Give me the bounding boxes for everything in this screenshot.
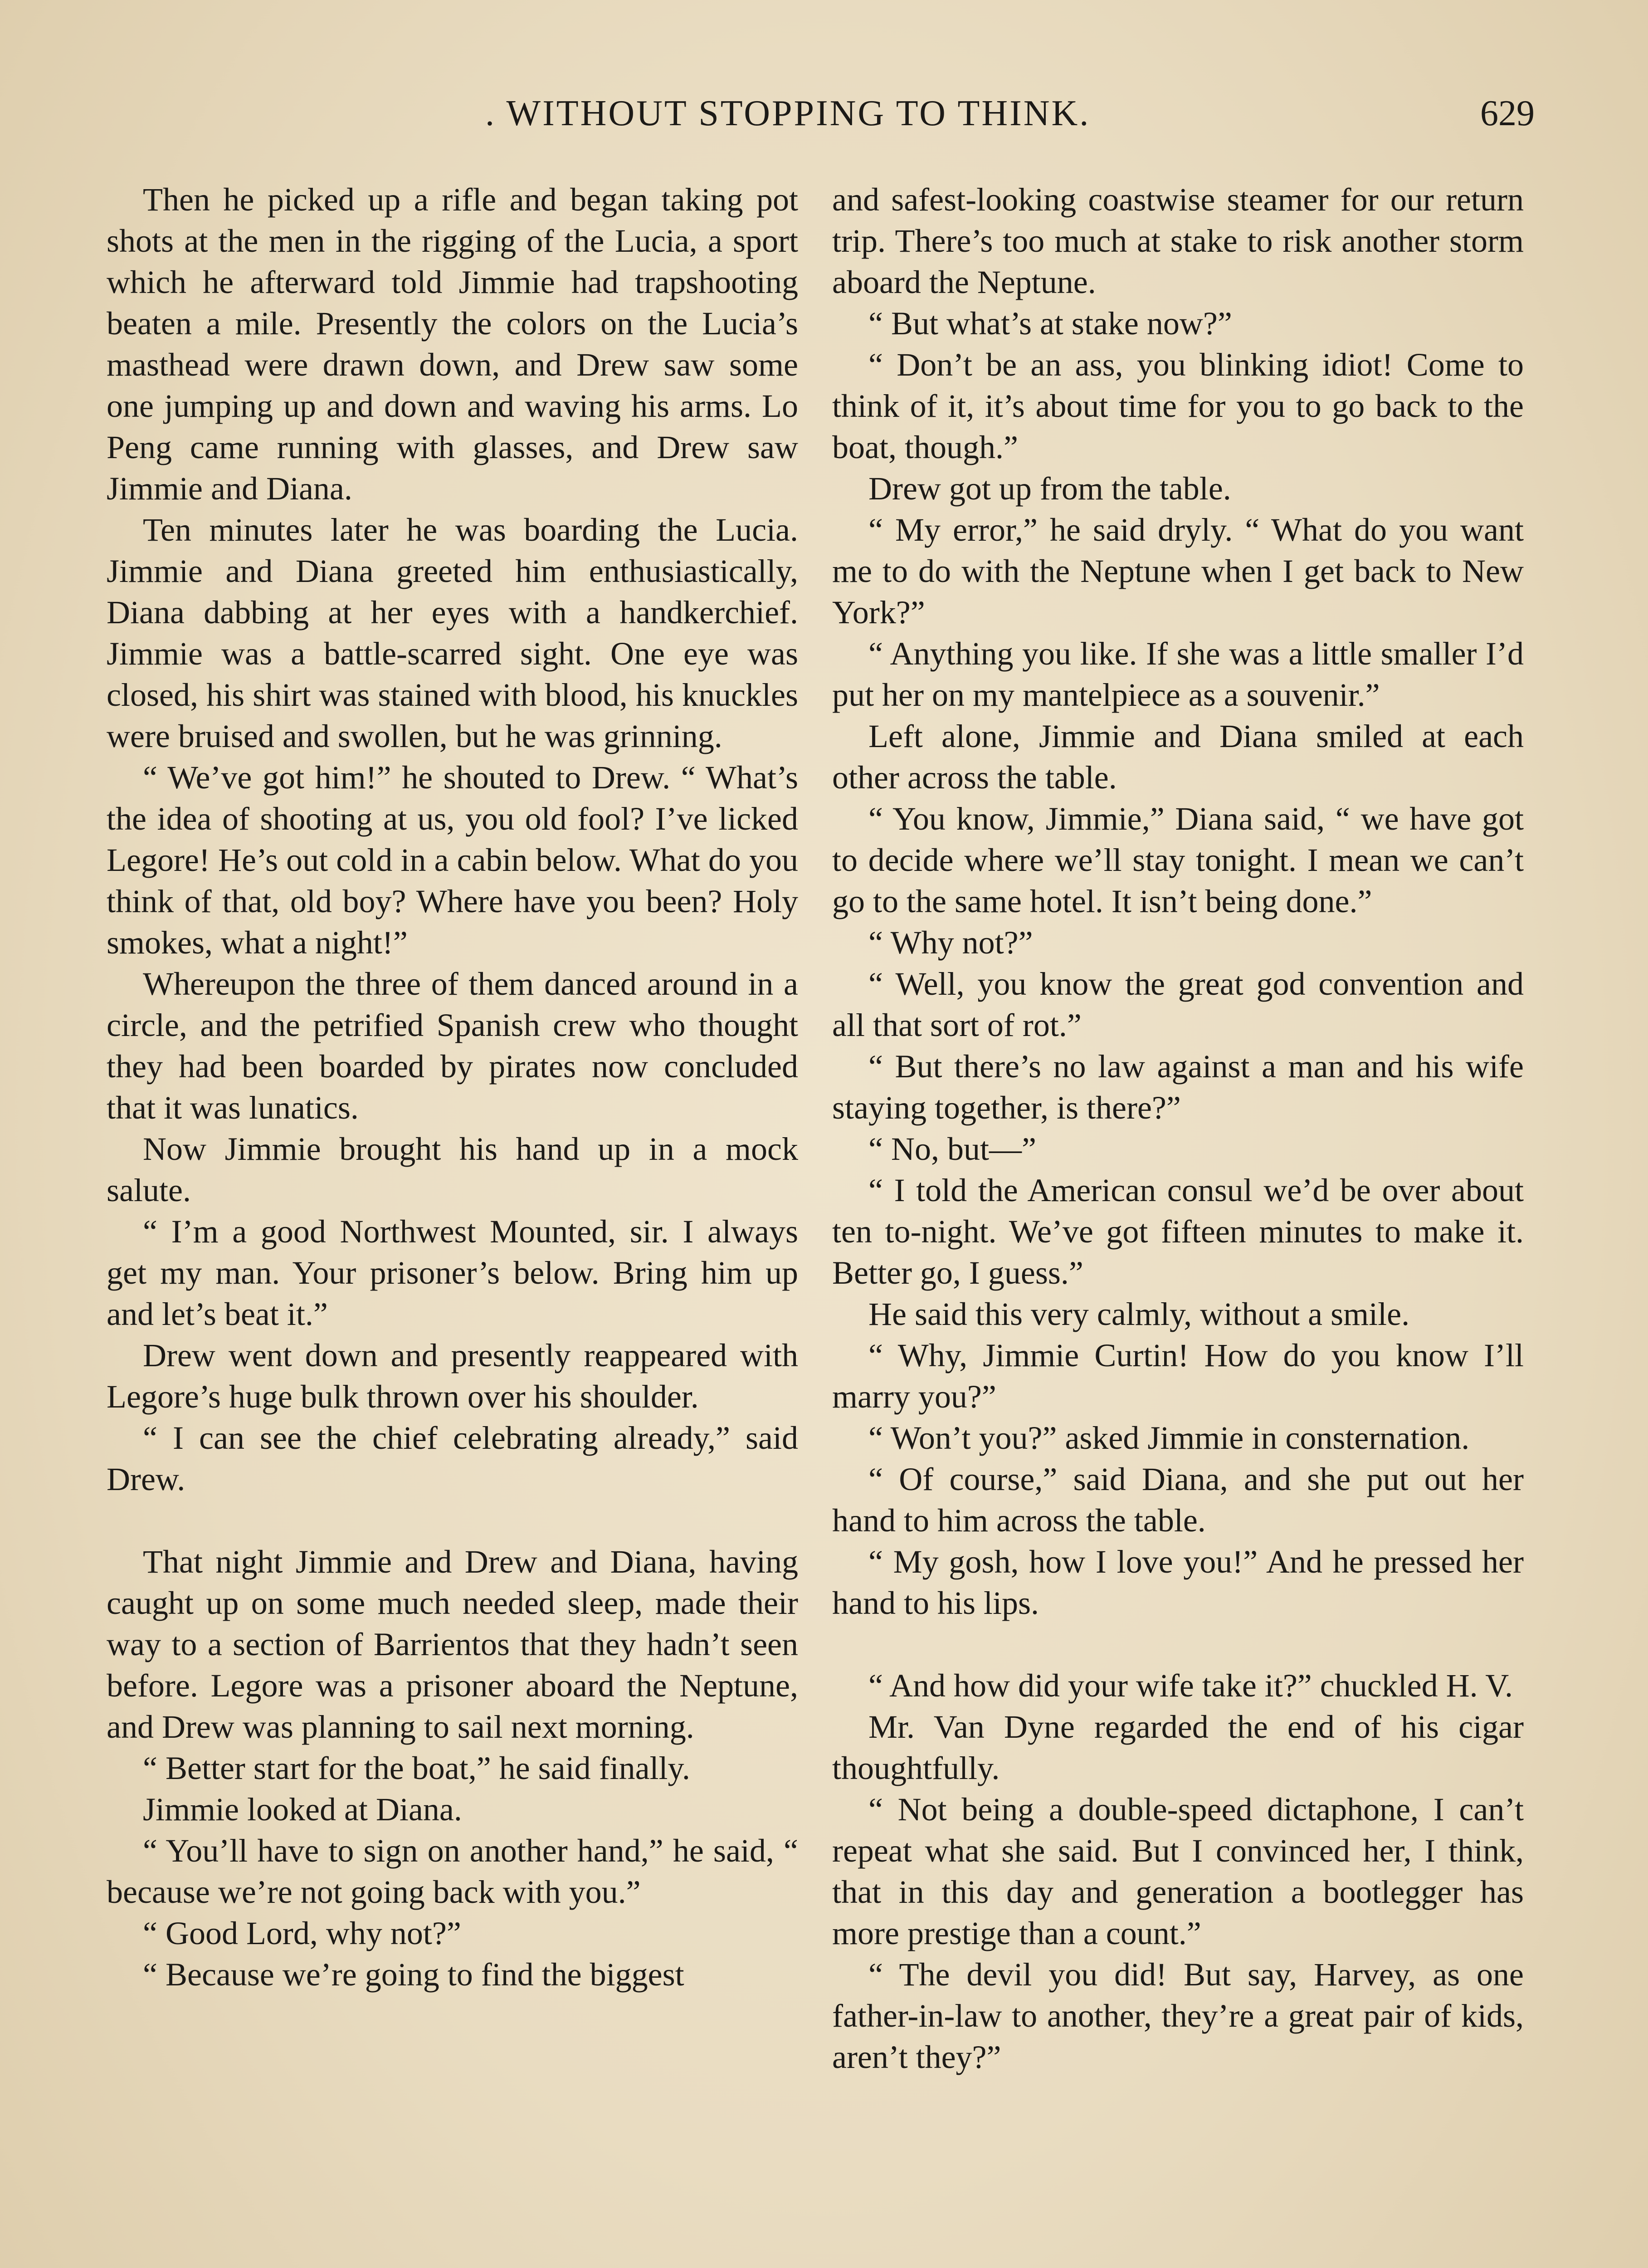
page-number: 629 — [1480, 93, 1535, 133]
paragraph: “ Good Lord, why not?” — [143, 1915, 461, 1951]
paragraph: “ I told the American consul we’d be over about ten to-night. We’ve got fifteen minutes to make it. Better go, I guess.” — [832, 1172, 1524, 1291]
paragraph: “ But what’s at stake now?” — [868, 305, 1232, 342]
paragraph: “ You’ll have to sign on another hand,” he said, “ because we’re not going back with you.” — [107, 1833, 798, 1910]
paragraph: “ Why, Jimmie Curtin! How do you know I’ll marry you?” — [832, 1337, 1524, 1415]
paragraph: “ Won’t you?” asked Jimmie in consternation. — [868, 1420, 1470, 1456]
paragraph: “ I can see the chief celebrating already,” said Drew. — [107, 1420, 798, 1497]
paragraph: “ Better start for the boat,” he said finally. — [143, 1750, 690, 1786]
paragraph: “ The devil you did! But say, Harvey, as one father-in-law to another, they’re a great pair of kids, aren’t they?” — [832, 1956, 1524, 2075]
paragraph: Drew got up from the table. — [868, 470, 1231, 507]
paragraph: “ Why not?” — [868, 924, 1033, 961]
paragraph: “ My gosh, how I love you!” And he pressed her hand to his lips. — [832, 1544, 1524, 1621]
page-header — [104, 93, 1535, 143]
paragraph: “ I’m a good Northwest Mounted, sir. I always get my man. Your prisoner’s below. Bring him up and let’s beat it.” — [107, 1213, 798, 1332]
paragraph: “ You know, Jimmie,” Diana said, “ we have got to decide where we’ll stay tonight. I mean we can’t go to the same hotel. It isn’t being done.” — [832, 801, 1524, 919]
paragraph: Now Jimmie brought his hand up in a mock salute. — [107, 1131, 798, 1208]
paragraph: “ Don’t be an ass, you blinking idiot! Come to think of it, it’s about time for you to go back to the boat, though.” — [832, 347, 1524, 465]
paragraph: “ Not being a double-speed dictaphone, I can’t repeat what she said. But I convinced her, I think, that in this day and generation a bootlegger has more prestige than a count.” — [832, 1791, 1524, 1951]
paragraph: He said this very calmly, without a smile. — [868, 1296, 1410, 1332]
paragraph: “ But there’s no law against a man and his wife staying together, is there?” — [832, 1048, 1524, 1126]
paragraph: Left alone, Jimmie and Diana smiled at each other across the table. — [832, 718, 1524, 796]
paragraph: Then he picked up a rifle and began taking pot shots at the men in the rigging of the Lucia, a sport which he afterward told Jimmie had trapshooting beaten a mile. Presently the colors on the Lucia’s masthead were drawn down, and Drew saw some one jumping up and down and waving his arms. Lo Peng came running with glasses, and Drew saw Jimmie and Diana. — [107, 181, 798, 507]
paragraph: “ And how did your wife take it?” chuckled H. V. — [868, 1667, 1513, 1704]
paragraph: Jimmie looked at Diana. — [143, 1791, 462, 1828]
paragraph: “ Of course,” said Diana, and she put out her hand to him across the table. — [832, 1461, 1524, 1539]
running-title: . WITHOUT STOPPING TO THINK. — [485, 93, 1091, 133]
paragraph: Whereupon the three of them danced around in a circle, and the petrified Spanish crew who thought they had been boarded by pirates now concluded that it was lunatics. — [107, 966, 798, 1126]
paragraph: Drew went down and presently reappeared with Legore’s huge bulk thrown over his shoulder. — [107, 1337, 798, 1415]
paragraph: “ No, but—” — [868, 1131, 1036, 1167]
paragraph: “ Because we’re going to find the biggest — [143, 1956, 684, 1993]
right-text-column — [832, 179, 1524, 2078]
paragraph: “ My error,” he said dryly. “ What do you want me to do with the Neptune when I get back to New York?” — [832, 512, 1524, 631]
paragraph: “ We’ve got him!” he shouted to Drew. “ What’s the idea of shooting at us, you old fool? I’ve licked Legore! He’s out cold in a cabin below. What do you think of that, old boy? Where have you been? Holy smokes, what a night!” — [107, 759, 798, 961]
paragraph: and safest-looking coastwise steamer for our return trip. There’s too much at stake to risk another storm aboard the Neptune. — [832, 181, 1524, 300]
paragraph: That night Jimmie and Drew and Diana, having caught up on some much needed sleep, made their way to a section of Barrientos that they hadn’t seen before. Legore was a prisoner aboard the Neptune, and Drew was planning to sail next morning. — [107, 1544, 798, 1745]
paragraph: Mr. Van Dyne regarded the end of his cigar thoughtfully. — [832, 1709, 1524, 1786]
left-text-column — [107, 179, 798, 1995]
paragraph: “ Well, you know the great god convention and all that sort of rot.” — [832, 966, 1524, 1043]
paragraph: Ten minutes later he was boarding the Lucia. Jimmie and Diana greeted him enthusiastically, Diana dabbing at her eyes with a handkerchief. Jimmie was a battle-scarred sight. One eye was closed, his shirt was stained with blood, his knuckles were bruised and swollen, but he was grinning. — [107, 512, 798, 754]
paragraph: “ Anything you like. If she was a little smaller I’d put her on my mantelpiece as a souvenir.” — [832, 635, 1524, 713]
